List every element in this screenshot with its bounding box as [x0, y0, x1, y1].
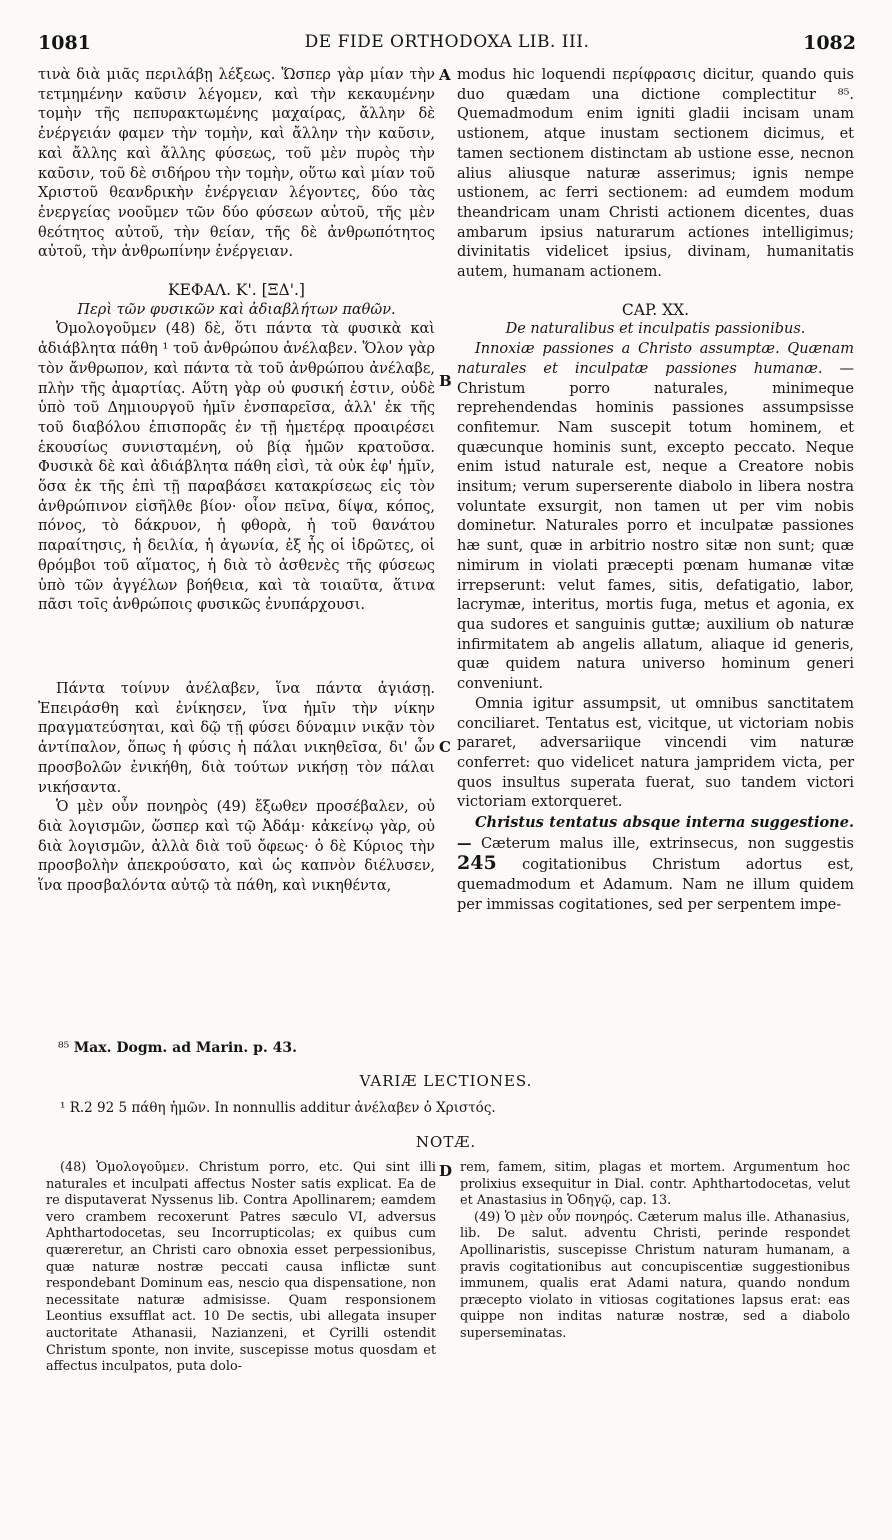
note-48: (48) Ὁμολογοῦμεν. Christum porro, etc. Qui sint illi naturales et inculpati affectus Noster satis explicat. Ea de re disputaverat Nyssenus lib. Contra Apollinarem; eamdem vero crambem recoxerunt Patres sæculo VI, adversus Aphthartodocetas, seu Incorrupticolas; ex quibus cum quæreretur, an Christi caro obnoxia esset perpessionibus, quæ naturæ nostræ peccati causa inflictæ sunt respondebant Dominum eas, nescio qua dispensatione, non necessitate naturæ admisisse. Quam responsionem Leontius exsufflat act. 10 De sectis, ubi allegata insuper auctoritate Athanasii, Nazianzeni, et Cyrilli ostendit Christum sponte, non invite, suscepisse motus quosdam et affectus inculpatos, puta dolo- — [46, 1160, 436, 1375]
margin-letter-a: A — [439, 66, 451, 84]
footnote-mark: ⁸⁵ — [58, 1040, 70, 1056]
page-number-left: 1081 — [38, 32, 91, 54]
greek-paragraph-1: τινὰ διὰ μιᾶς περιλάβῃ λέξεως. Ὥσπερ γὰρ μίαν τὴν τετμημένην καῦσιν λέγομεν, καὶ τὴν κεκαυμένην τομὴν τῆς πεπυρακτωμένης μαχαίρας, ἄλλην δὲ ἐνέργειάν φαμεν τὴν τομὴν, καὶ ἄλλην τὴν καῦσιν, καὶ ἄλλης καὶ ἄλλης φύσεως, τοῦ μὲν πυρὸς τὴν καῦσιν, τοῦ δὲ σιδήρου τὴν τομὴν, οὕτω καὶ μίαν τοῦ Χριστοῦ θεανδρικὴν ἐνέργειαν λέγοντες, δύο τὰς ἐνεργείας νοοῦμεν τῶν δύο φύσεων αὐτοῦ, τῆς μὲν θεότητος αὐτοῦ, τὴν θείαν, τῆς δὲ ἀνθρωπότητος αὐτοῦ, τὴν ἀνθρωπίνην ἐνέργειαν. — [38, 67, 435, 261]
footnote — [58, 1040, 297, 1056]
latin-sidenote-2: Christus tentatus absque interna suggestione. — — [457, 814, 854, 852]
margin-letter-c: C — [439, 738, 451, 756]
margin-letter-d: D — [439, 1162, 453, 1180]
notes-right-column — [460, 1160, 850, 1343]
latin-sidenote-1: Innoxiæ passiones a Christo assumptæ. Quænam naturales et inculpatæ passiones humanæ. — — [457, 341, 854, 377]
notae-title: NOTÆ. — [415, 1133, 477, 1151]
notes-left-column — [46, 1160, 436, 1376]
latin-chapter-subtitle: De naturalibus et inculpatis passionibus. — [505, 321, 806, 338]
variae-lectiones-line: ¹ R.2 92 5 πάθη ἡμῶν. In nonnullis additur ἀνέλαβεν ὁ Χριστός. — [60, 1100, 496, 1116]
variae-lectiones-title: VARIÆ LECTIONES. — [359, 1072, 533, 1090]
margin-letter-b: B — [439, 372, 452, 390]
greek-column — [38, 66, 435, 897]
greek-chapter-title: ΚΕΦΑΛ. Κ'. [ΞΔ'.] — [168, 281, 305, 300]
greek-paragraph-4: Ὁ μὲν οὖν πονηρὸς (49) ἔξωθεν προσέβαλεν, οὐ διὰ λογισμῶν, ὥσπερ καὶ τῷ Ἀδάμ· κἀκείνῳ γὰρ, οὐ διὰ λογισμῶν, ἀλλὰ διὰ τοῦ ὄφεως· ὁ δὲ Κύριος τὴν προσβολὴν ἀπεκρούσατο, καὶ ὡς καπνὸν διέλυσεν, ἵνα προσβαλόντα αὐτῷ τὰ πάθη, καὶ νικηθέντα, — [38, 799, 435, 895]
latin-paragraph-2-text: Christum porro naturales, minimeque reprehendendas hominis passiones assumpsisse confitemur. Nam suscepit totum hominem, et quæcunque hominis sunt, excepto peccato. Neque enim istud naturale est, neque a Creatore nobis insitum; verum superserente diabolo in libera nostra voluntate exsurgit, non tamen ut per vim nobis dominetur. Naturales porro et inculpatæ passiones hæ sunt, quæ in arbitrio nostro sitæ non sunt; quæ nimirum in violati præcepti pœnam humanæ vitæ irrepserunt: velut fames, sitis, defatigatio, labor, lacrymæ, interitus, mortis fuga, metus et agonia, ex qua sudores et sanguinis guttæ; auxilium ob naturæ infirmitatem ab angelis allatum, aliaque id generis, quæ quidem natura universo hominum generi conveniunt. — [457, 380, 854, 693]
page-number-right: 1082 — [803, 32, 856, 54]
running-header — [38, 32, 856, 62]
latin-paragraph-4-b: cogitationibus Christum adortus est, quemadmodum et Adamum. Nam ne illum quidem per immissas cogitationes, sed per serpentem impe- — [457, 857, 855, 913]
latin-column — [457, 66, 854, 916]
footnote-text: Max. Dogm. ad Marin. p. 43. — [73, 1040, 297, 1056]
latin-chapter-title: CAP. XX. — [621, 300, 690, 319]
latin-paragraph-3: Omnia igitur assumpsit, ut omnibus sanctitatem conciliaret. Tentatus est, vicitque, ut victoriam nobis pararet, adversariique vincendi vim naturæ conferret: quo videlicet natura jampridem victa, per quos insultus superata fuerat, suo tandem victori victoriam extorqueret. — [457, 695, 854, 811]
page-marker: 245 — [457, 852, 497, 875]
note-49: (49) Ὁ μὲν οὖν πονηρός. Cæterum malus ille. Athanasius, lib. De salut. adventu Christi, perinde respondet Apollinaristis, suscepisse Christum naturam humanam, a pravis cogitationibus aut concupiscentiæ suggestionibus immunem, qualis erat Adami natura, quando nondum præcepto violato in vitiosas cogitationes lapsus erat: eas quippe non inditas naturæ nostræ, sed a diabolo superseminatas. — [460, 1209, 850, 1341]
note-48-continued: rem, famem, sitim, plagas et mortem. Argumentum hoc prolixius exsequitur in Dial. contr. Aphthartodocetas, velut et Anastasius in Ὁδηγῷ, cap. 13. — [460, 1160, 850, 1209]
running-title: DE FIDE ORTHODOXA LIB. III. — [304, 32, 590, 52]
column-gap — [38, 616, 435, 680]
latin-paragraph-4 — [457, 813, 854, 916]
greek-chapter-subtitle: Περὶ τῶν φυσικῶν καὶ ἀδιαβλήτων παθῶν. — [77, 301, 396, 318]
latin-paragraph-1: modus hic loquendi περίφρασις dicitur, quando quis duo quædam una dictione complectitur ⁸⁵. Quemadmodum enim igniti gladii incisam unam ustionem, atque inustam sectionem dicimus, et tamen sectionem distinctam ab ustione esse, necnon alius aliusque naturæ asserimus; ignis nempe ustionem, ac ferri sectionem: ad eumdem modum theandricam unam Christi actionem dicentes, duas ambarum ipsius naturarum actiones intelligimus; divinitatis videlicet ipsius, divinam, humanitatis autem, humanam actionem. — [457, 67, 854, 281]
latin-paragraph-2 — [457, 340, 854, 695]
latin-paragraph-4-a: Cæterum malus ille, extrinsecus, non suggestis — [480, 835, 854, 852]
greek-paragraph-3: Πάντα τοίνυν ἀνέλαβεν, ἵνα πάντα ἁγιάσῃ. Ἐπειράσθη καὶ ἐνίκησεν, ἵνα ἡμῖν τὴν νίκην πραγματεύσηται, καὶ δῷ τῇ φύσει δύναμιν νικᾷν τὸν ἀντίπαλον, ὅπως ἡ φύσις ἡ πάλαι νικηθεῖσα, δι' ὧν προσβολῶν ἐνικήθη, διὰ τούτων νικήσῃ τὸν πάλαι νικήσαντα. — [38, 680, 435, 796]
greek-paragraph-2: Ὁμολογοῦμεν (48) δὲ, ὅτι πάντα τὰ φυσικὰ καὶ ἀδιάβλητα πάθη ¹ τοῦ ἀνθρώπου ἀνέλαβεν. Ὅλον γὰρ τὸν ἄνθρωπον, καὶ πάντα τὰ τοῦ ἀνθρώπου ἀνέλαβε, πλὴν τῆς ἁμαρτίας. Αὕτη γὰρ οὐ φυσική ἐστιν, οὐδὲ ὑπὸ τοῦ Δημιουργοῦ ἡμῖν ἐνσπαρεῖσα, ἀλλ' ἐκ τῆς τοῦ διαβόλου ἐπισπορᾶς ἐν τῇ ἡμετέρᾳ προαιρέσει ἑκουσίως συνισταμένη, οὐ βίᾳ ἡμῶν κρατοῦσα. Φυσικὰ δὲ καὶ ἀδιάβλητα πάθη εἰσὶ, τὰ οὐκ ἐφ' ἡμῖν, ὅσα ἐκ τῆς ἐπὶ τῇ παραβάσει κατακρίσεως εἰς τὸν ἀνθρώπινον εἰσῆλθε βίον· οἷον πεῖνα, δίψα, κόπος, πόνος, τὸ δάκρυον, ἡ φθορὰ, ἡ τοῦ θανάτου παραίτησις, ἡ δειλία, ἡ ἀγωνία, ἐξ ἧς οἱ ἱδρῶτες, οἱ θρόμβοι τοῦ αἵματος, ἡ διὰ τὸ ἀσθενὲς τῆς φύσεως ὑπὸ τῶν ἀγγέλων βοήθεια, καὶ τὰ τοιαῦτα, ἅτινα πᾶσι τοῖς ἀνθρώποις φυσικῶς ἐνυπάρχουσι. — [38, 321, 435, 614]
